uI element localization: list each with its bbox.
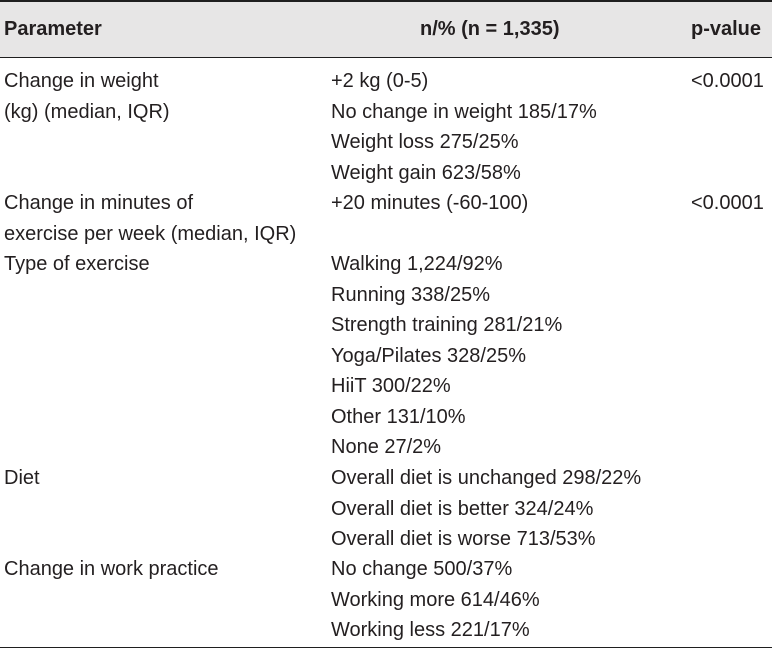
parameter-cell — [4, 249, 324, 280]
header-p-value: p-value — [691, 18, 762, 40]
value-line: Yoga/Pilates 328/25% — [331, 344, 526, 367]
parameter-line: (kg) (median, IQR) — [4, 100, 170, 123]
parameter-cell — [4, 66, 324, 127]
value-line: +2 kg (0-5) — [331, 70, 429, 92]
parameter-line: Type of exercise — [4, 253, 150, 275]
parameter-line: Change in weight — [4, 70, 159, 92]
value-line: Weight loss 275/25% — [331, 131, 519, 153]
parameter-cell — [4, 554, 324, 585]
header-rule — [0, 57, 772, 58]
value-line: Overall diet is unchanged 298/22% — [331, 467, 642, 489]
value-line: Working less 221/17% — [331, 619, 530, 641]
header-n-percent: n/% (n = 1,335) — [420, 18, 560, 40]
parameter-line: Change in work practice — [4, 558, 219, 580]
value-line: None 27/2% — [331, 436, 442, 458]
parameter-cell — [4, 188, 324, 249]
top-rule — [0, 0, 772, 2]
table-header-row — [0, 0, 772, 58]
parameter-line: Change in minutes of — [4, 192, 194, 214]
value-line: Running 338/25% — [331, 283, 491, 306]
value-cell — [331, 554, 681, 646]
value-cell — [331, 249, 681, 463]
value-line: Weight gain 623/58% — [331, 161, 521, 184]
value-cell — [331, 188, 681, 219]
parameter-line: exercise per week (median, IQR) — [4, 222, 297, 245]
value-line: Other 131/10% — [331, 405, 466, 428]
value-line: Walking 1,224/92% — [331, 253, 503, 275]
p-value-cell: <0.0001 — [691, 70, 764, 92]
header-parameter: Parameter — [4, 18, 102, 40]
bottom-rule — [0, 647, 772, 648]
p-value-cell: <0.0001 — [691, 192, 764, 214]
value-line: Overall diet is better 324/24% — [331, 497, 594, 520]
value-line: HiiT 300/22% — [331, 375, 451, 397]
value-cell — [331, 66, 681, 188]
parameter-line: Diet — [4, 467, 40, 489]
value-line: Strength training 281/21% — [331, 314, 563, 336]
value-line: +20 minutes (-60-100) — [331, 192, 529, 214]
value-line: Working more 614/46% — [331, 588, 540, 611]
value-cell — [331, 463, 681, 555]
parameter-cell — [4, 463, 324, 494]
value-line: Overall diet is worse 713/53% — [331, 528, 596, 550]
value-line: No change in weight 185/17% — [331, 100, 597, 123]
value-line: No change 500/37% — [331, 558, 513, 580]
